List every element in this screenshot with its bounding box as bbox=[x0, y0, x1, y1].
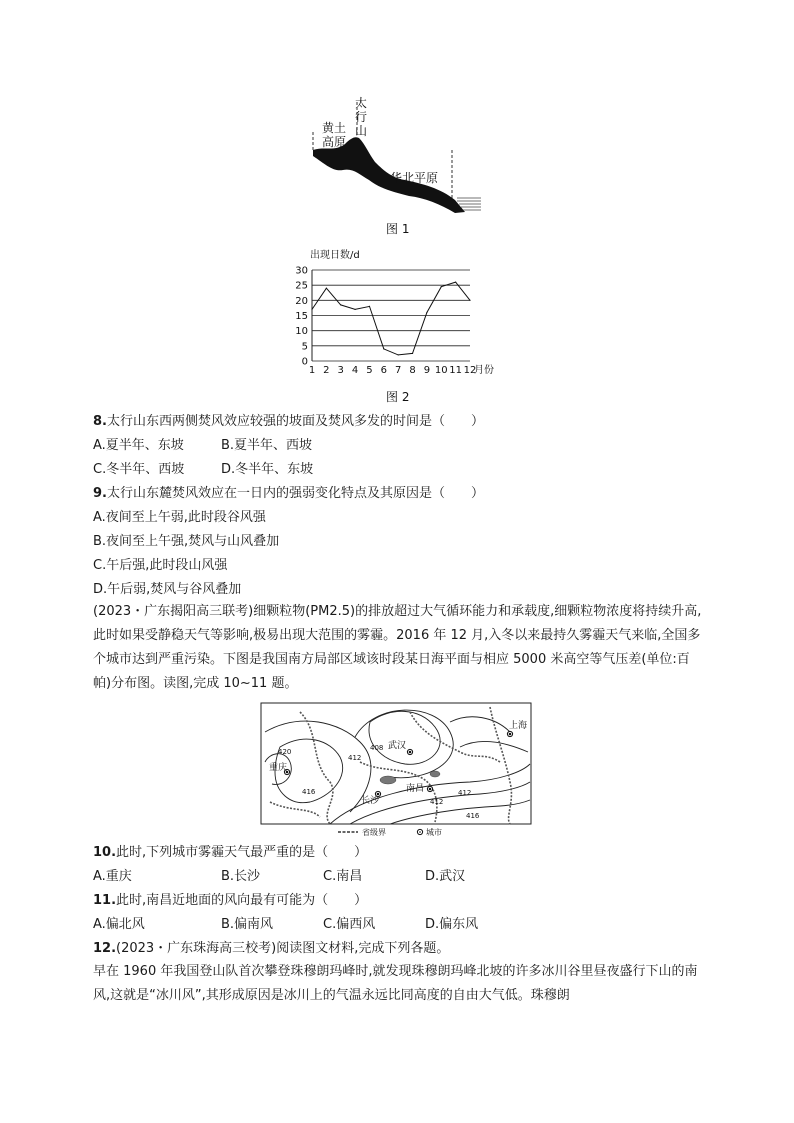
y-tick-label-20: 20 bbox=[295, 295, 308, 307]
x-tick-label-2: 2 bbox=[323, 365, 330, 376]
isobar-label-416b: 416 bbox=[466, 812, 480, 820]
y-tick-label-25: 25 bbox=[295, 280, 308, 292]
x-tick-label-1: 1 bbox=[308, 365, 316, 376]
data-point-7 bbox=[398, 354, 399, 355]
series-line bbox=[312, 282, 470, 355]
label-north-china-plain: 华北平原 bbox=[390, 171, 439, 185]
data-point-5 bbox=[369, 306, 370, 307]
q9-option-b: B.夜间至上午强,焚风与山风叠加 bbox=[93, 534, 280, 549]
question-10-stem: 此时,下列城市雾霾天气最严重的是（ ） bbox=[116, 845, 368, 860]
data-point-4 bbox=[354, 309, 355, 310]
legend-city: 城市 bbox=[426, 828, 442, 837]
question-11 bbox=[93, 892, 367, 910]
city-nanchang: 南昌 bbox=[406, 784, 425, 794]
city-chongqing: 重庆 bbox=[269, 763, 288, 773]
figure-2-caption: 图 2 bbox=[386, 390, 410, 404]
pressure-map bbox=[260, 702, 532, 838]
label-loess-2: 高原 bbox=[322, 135, 347, 149]
y-axis-label: 出现日数/d bbox=[310, 250, 360, 261]
y-tick-label-30: 30 bbox=[295, 265, 308, 277]
isobar-label-412b: 412 bbox=[430, 798, 444, 806]
q11-option-d: D.偏东风 bbox=[425, 917, 479, 932]
q11-option-b: B.偏南风 bbox=[221, 917, 274, 932]
data-point-8 bbox=[412, 353, 413, 354]
label-taihang-2: 行 bbox=[355, 110, 368, 124]
isobar-label-420: 420 bbox=[278, 748, 292, 756]
city-changsha: 长沙 bbox=[361, 796, 380, 806]
question-9 bbox=[93, 485, 484, 503]
q9-option-d: D.午后弱,焚风与谷风叠加 bbox=[93, 582, 242, 597]
q10-option-a: A.重庆 bbox=[93, 869, 132, 884]
data-point-2 bbox=[326, 288, 327, 289]
label-loess-1: 黄土 bbox=[322, 121, 347, 135]
question-12-passage: 早在 1960 年我国登山队首次攀登珠穆朗玛峰时,就发现珠穆朗玛峰北坡的许多冰川谷里昼夜盛行下山的南风,这就是“冰川风”,其形成原因是冰川上的气温永远比同高度的自由大气低。珠穆朗 bbox=[93, 964, 698, 1003]
q11-option-c: C.偏西风 bbox=[323, 917, 376, 932]
isobar-label-412a: 412 bbox=[348, 754, 362, 762]
question-9-stem: 太行山东麓焚风效应在一日内的强弱变化特点及其原因是（ ） bbox=[106, 486, 484, 501]
data-point-11 bbox=[455, 282, 456, 283]
data-point-9 bbox=[426, 312, 427, 313]
q10-option-b: B.长沙 bbox=[221, 869, 261, 884]
question-8 bbox=[93, 413, 484, 431]
question-8-number: 8. bbox=[93, 414, 107, 429]
x-axis-label: 月份 bbox=[474, 365, 494, 376]
x-tick-label-6: 6 bbox=[380, 365, 388, 376]
terrain-profile bbox=[305, 92, 495, 222]
question-9-number: 9. bbox=[93, 486, 107, 501]
question-10 bbox=[93, 844, 367, 862]
q8-option-b: B.夏半年、西坡 bbox=[221, 438, 313, 453]
x-tick-label-9: 9 bbox=[423, 365, 431, 376]
isobar-label-412c: 412 bbox=[458, 789, 472, 797]
y-tick-label-15: 15 bbox=[295, 311, 308, 322]
data-point-10 bbox=[441, 286, 442, 287]
question-8-stem: 太行山东西两侧焚风效应较强的坡面及焚风多发的时间是（ ） bbox=[106, 414, 484, 429]
question-11-number: 11. bbox=[93, 893, 117, 908]
q8-option-a: A.夏半年、东坡 bbox=[93, 438, 184, 453]
label-taihang-1: 太 bbox=[355, 96, 368, 110]
city-wuhan: 武汉 bbox=[388, 741, 407, 751]
question-10-number: 10. bbox=[93, 845, 117, 860]
q10-option-c: C.南昌 bbox=[323, 869, 363, 884]
figure-1 bbox=[305, 92, 495, 227]
x-tick-label-3: 3 bbox=[337, 365, 344, 376]
question-12-stem: (2023・广东珠海高三校考)阅读图文材料,完成下列各题。 bbox=[116, 941, 450, 956]
x-tick-label-8: 8 bbox=[409, 365, 416, 376]
q9-option-c: C.午后强,此时段山风强 bbox=[93, 558, 228, 573]
q8-option-c: C.冬半年、西坡 bbox=[93, 462, 185, 477]
legend-boundary: 省级界 bbox=[362, 828, 386, 837]
y-tick-label-10: 10 bbox=[295, 326, 308, 338]
data-point-12 bbox=[469, 300, 470, 301]
q10-option-d: D.武汉 bbox=[425, 869, 466, 884]
x-tick-label-10: 10 bbox=[434, 365, 448, 376]
y-tick-label-5: 5 bbox=[301, 341, 308, 353]
city-shanghai: 上海 bbox=[509, 721, 528, 731]
data-point-6 bbox=[383, 348, 384, 349]
x-tick-label-12: 12 bbox=[463, 365, 477, 376]
figure-1-caption: 图 1 bbox=[386, 222, 410, 236]
x-tick-label-5: 5 bbox=[366, 365, 373, 376]
label-taihang-3: 山 bbox=[355, 124, 368, 138]
q8-option-d: D.冬半年、东坡 bbox=[221, 462, 314, 477]
q11-option-a: A.偏北风 bbox=[93, 917, 145, 932]
x-tick-label-11: 11 bbox=[449, 365, 463, 376]
y-tick-label-0: 0 bbox=[301, 356, 308, 368]
x-tick-label-7: 7 bbox=[394, 365, 402, 376]
intro-paragraph: (2023・广东揭阳高三联考)细颗粒物(PM2.5)的排放超过大气循环能力和承载度,细颗粒物浓度将持续升高,此时如果受静稳天气等影响,极易出现大范围的雾霾。2016 年 12 月,入冬以来最持久雾霾天气来临,全国多个城市达到严重污染。下图是我国南方局部区域该时段某日海平面与相应 5000 米高空等气压差(单位:百帕)分布图。读图,完成 10~11 题。 bbox=[93, 604, 702, 691]
data-point-3 bbox=[340, 304, 341, 305]
data-point-1 bbox=[311, 309, 312, 310]
pressure-map-svg bbox=[260, 702, 532, 838]
question-12-number: 12. bbox=[93, 941, 117, 956]
isobar-label-416a: 416 bbox=[302, 788, 316, 796]
question-12 bbox=[93, 940, 449, 958]
question-11-stem: 此时,南昌近地面的风向最有可能为（ ） bbox=[116, 893, 368, 908]
x-tick-label-4: 4 bbox=[351, 365, 359, 376]
figure-2-chart bbox=[282, 245, 512, 385]
q9-option-a: A.夜间至上午弱,此时段谷风强 bbox=[93, 510, 266, 525]
isobar-label-408: 408 bbox=[370, 744, 384, 752]
